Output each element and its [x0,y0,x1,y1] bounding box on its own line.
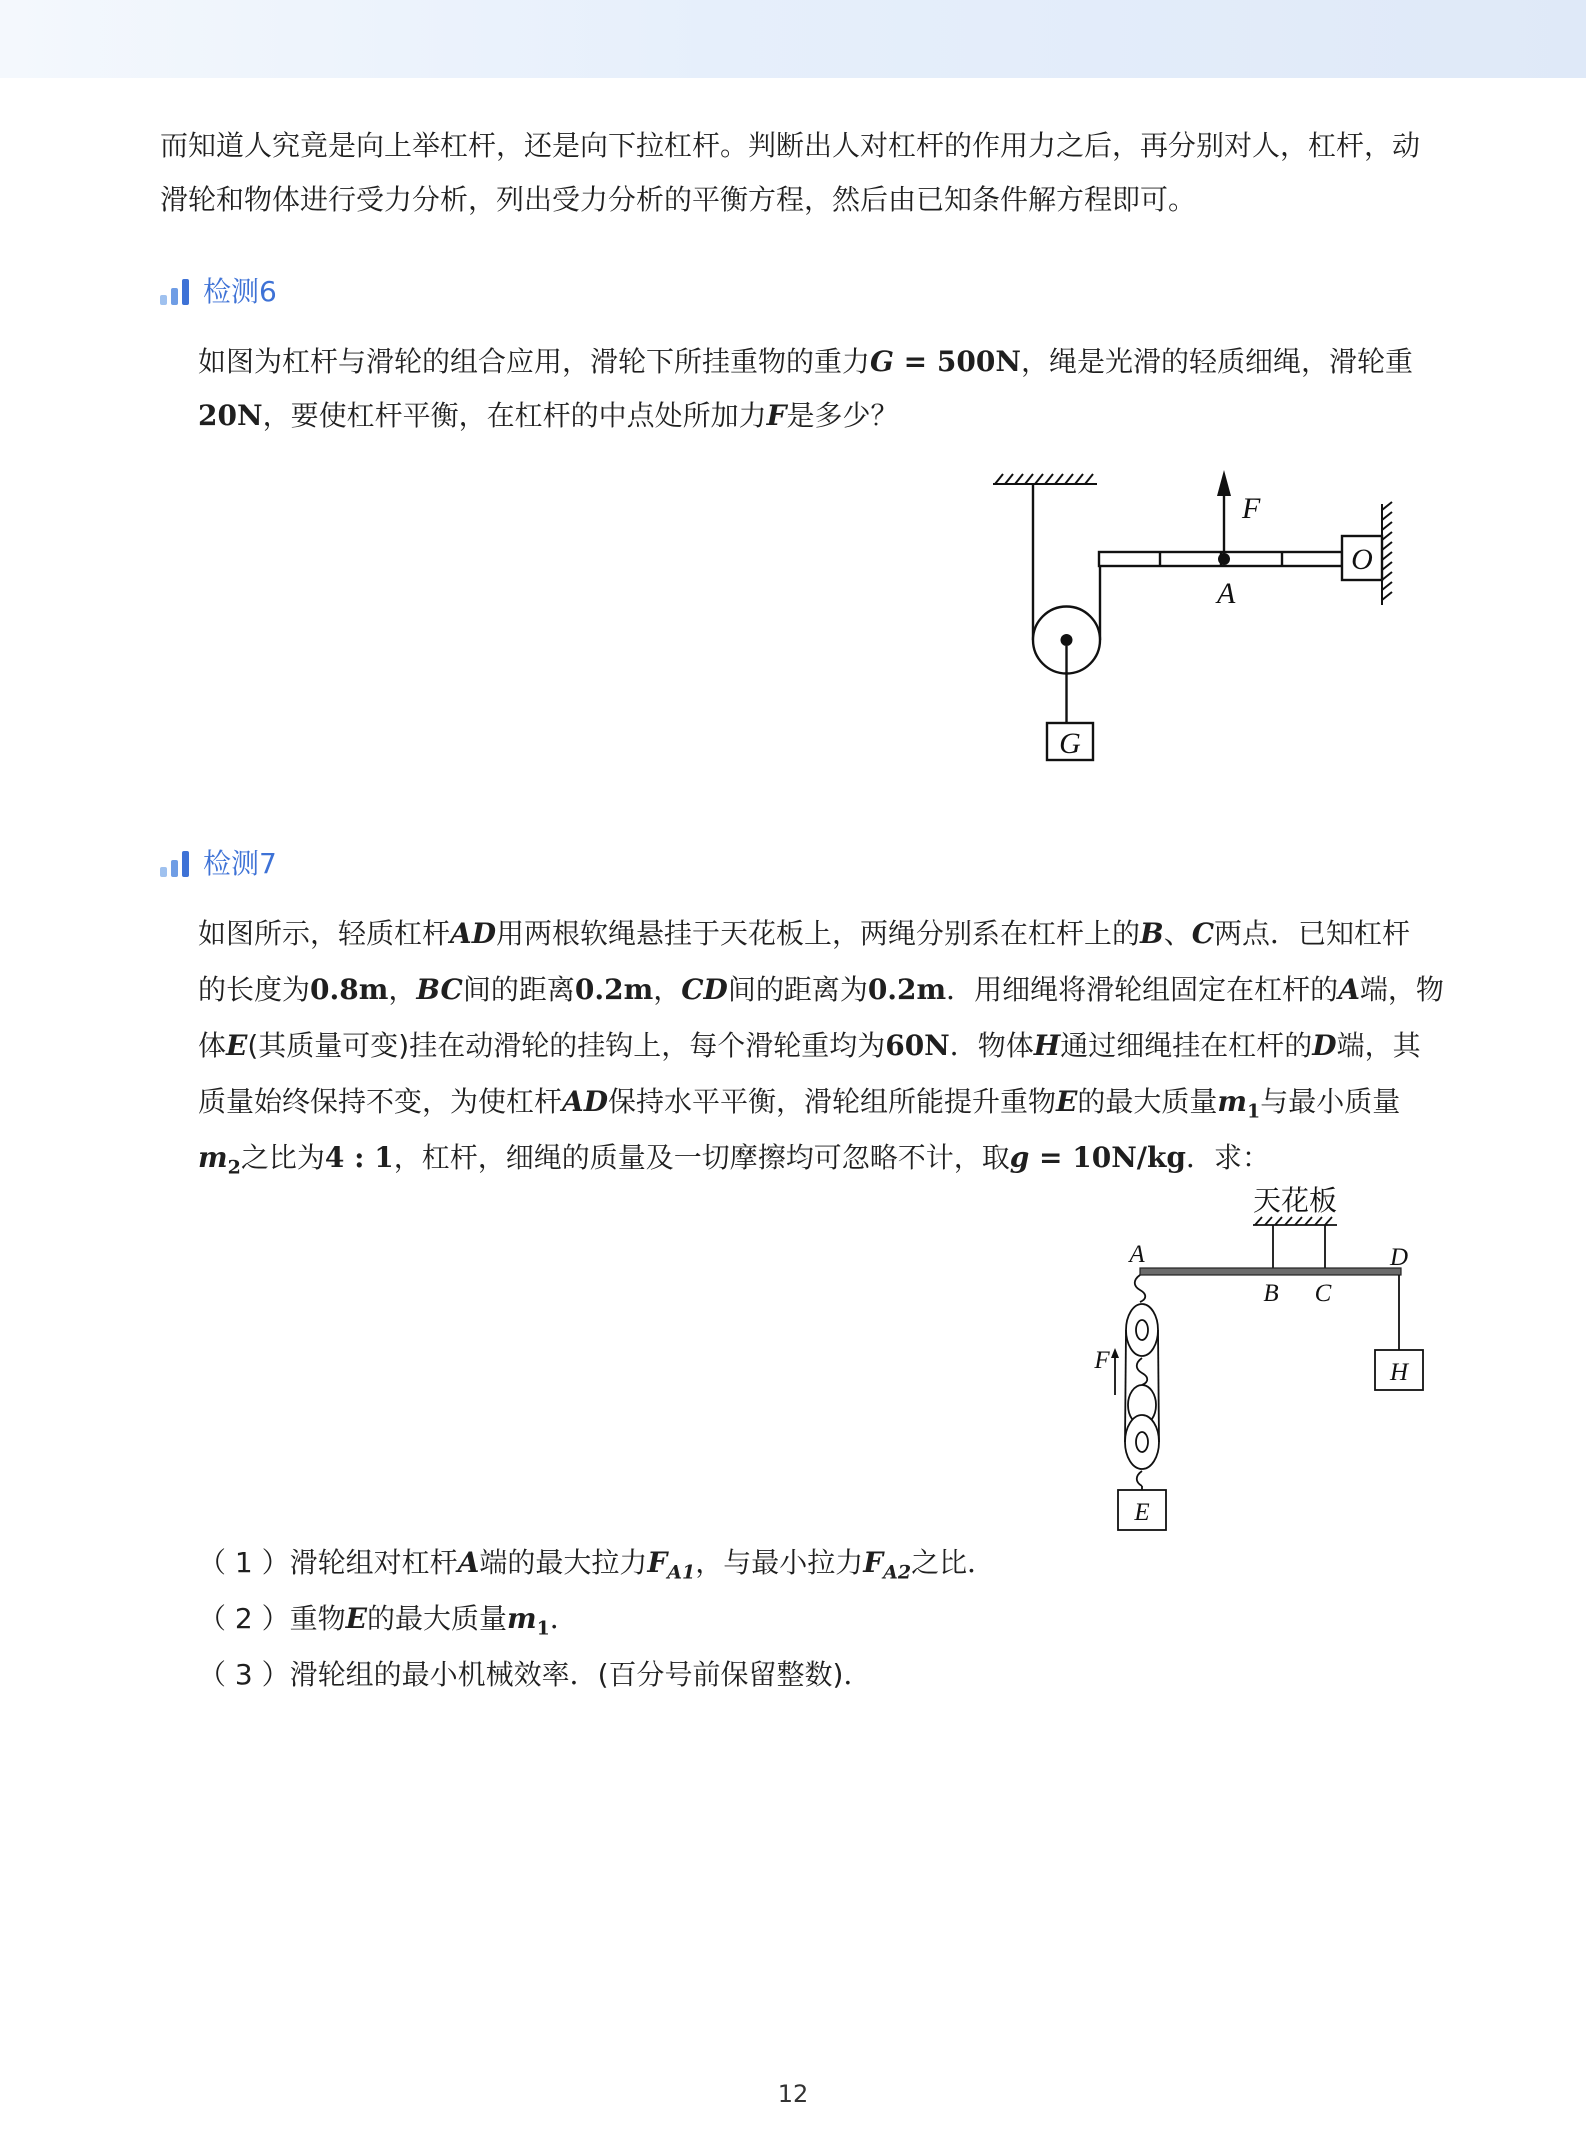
q7-subquestion-1: （ 1 ）滑轮组对杠杆A端的最大拉力$F_{A1}$，与最小拉力$F_{A2}$之比． [198,1546,996,1584]
intro-line-2: 滑轮和物体进行受力分析，列出受力分析的平衡方程，然后由已知条件解方程即可。 [160,183,1197,216]
ceiling-hatch [1253,1217,1337,1225]
label-f: F [1242,492,1261,525]
q7-subquestion-2: （ 2 ）重物E的最大质量$m_1$． [198,1602,578,1640]
bar-chart-icon [160,275,189,305]
q7-line-1: 如图所示，轻质杠杆AD用两根软绳悬挂于天花板上，两绳分别系在杠杆上的B、C两点．已知杠杆 [198,917,1411,950]
ceiling-hatch [993,474,1097,484]
section-header-q7 [160,842,277,882]
force-arrow-f [1111,1348,1119,1358]
section-title-q7: 检测7 [203,847,277,880]
label-g: G [1059,727,1081,760]
q7-line-2: 的长度为0.8m，BC间的距离0.2m，CD间的距离为0.2m．用细绳将滑轮组固定在杠杆的A端，物 [198,973,1444,1006]
q6-line-1: 如图为杠杆与滑轮的组合应用，滑轮下所挂重物的重力G = 500N，绳是光滑的轻质细绳，滑轮重 [198,345,1413,378]
weight-block-g [1047,723,1093,760]
label-h: H [1389,1359,1409,1386]
support-ropes [1273,1225,1325,1270]
q6-line-2: 20N，要使杠杆平衡，在杠杆的中点处所加力F是多少？ [198,399,899,432]
section-title-q6: 检测6 [203,275,277,308]
movable-pulley [1033,607,1100,724]
pivot-o [1342,536,1382,580]
label-o: O [1351,543,1373,576]
q7-subquestion-3: （ 3 ）滑轮组的最小机械效率．(百分号前保留整数)． [198,1658,872,1691]
lever-pulley-block-figure [1085,1180,1435,1535]
top-banner [0,0,1586,78]
wall-hatch [1382,502,1392,605]
weight-block-h [1375,1350,1423,1390]
q7-line-3: 体E(其质量可变)挂在动滑轮的挂钩上，每个滑轮重均为60N．物体H通过细绳挂在杠杆的D端，其 [198,1029,1421,1062]
q7-line-5: $m_2$之比为4 : 1，杠杆，细绳的质量及一切摩擦均可忽略不计，取g = 10N/kg．求： [198,1141,1271,1179]
bar-chart-icon [160,847,189,877]
label-a: A [1217,577,1236,610]
force-arrow-f [1217,470,1231,559]
label-f: F [1094,1347,1110,1374]
q7-line-4: 质量始终保持不变，为使杠杆AD保持水平平衡，滑轮组所能提升重物E的最大质量$m_1$与最小质量 [198,1085,1401,1123]
intro-line-1: 而知道人究竟是向上举杠杆，还是向下拉杠杆。判断出人对杠杆的作用力之后，再分别对人，杠杆，动 [160,129,1421,162]
label-e: E [1134,1499,1150,1526]
lever-ad [1140,1268,1401,1275]
label-a: A [1129,1241,1145,1268]
label-b: B [1263,1280,1279,1307]
page-number: 12 [777,2080,809,2108]
section-header-q6 [160,270,277,310]
label-c: C [1314,1280,1332,1307]
ceiling-label: 天花板 [1252,1184,1338,1217]
label-d: D [1389,1244,1409,1271]
weight-block-e [1118,1490,1166,1530]
pulley-block [1115,1275,1159,1490]
lever-pulley-figure [985,460,1425,770]
